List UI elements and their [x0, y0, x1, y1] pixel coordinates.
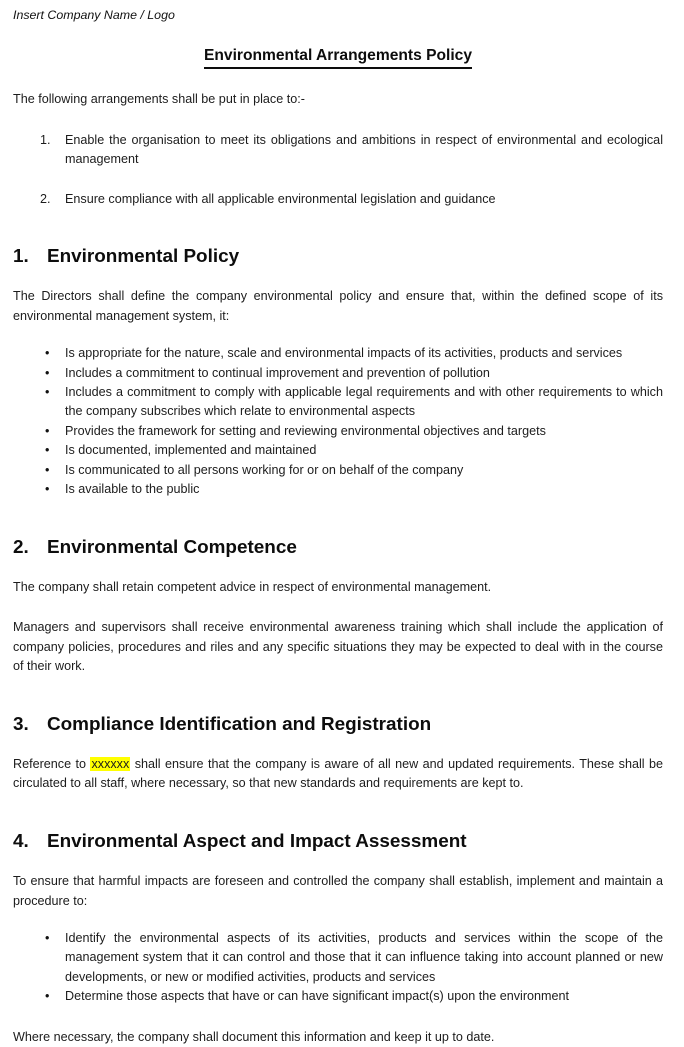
- bullet-text: • Determine those aspects that have or can have significant impact(s) upon the environment: [65, 989, 570, 1004]
- section-4-number: 4.: [13, 830, 29, 852]
- intro-lead: The following arrangements shall be put in place to:-: [13, 92, 305, 107]
- bullet-text: • Includes a commitment to continual improvement and prevention of pollution: [65, 365, 490, 380]
- section-2-number: 2.: [13, 536, 29, 558]
- bullet-text: • Is documented, implemented and maintained: [65, 443, 317, 458]
- intro-item-1-text: Enable the organisation to meet its obligations and ambitions in respect of environmental and ecological management: [65, 132, 663, 167]
- section-3-paragraph-prefix: Reference to: [13, 756, 91, 771]
- section-1-paragraph: The Directors shall define the company environmental policy and ensure that, within the defined scope of its environmental management system, it:: [13, 289, 663, 323]
- list-item: [13, 344, 663, 363]
- section-4-bullet-list: [13, 929, 663, 1007]
- section-1-heading: [13, 247, 663, 266]
- list-item: [13, 441, 663, 460]
- section-4-paragraph: To ensure that harmful impacts are foreseen and controlled the company shall establish, implement and maintain a procedure to:: [13, 874, 663, 908]
- section-2-paragraph-2: Managers and supervisors shall receive environmental awareness training which shall include the application of company policies, procedures and riles and any specific situations they may be expected to deal with in the course of their work.: [13, 620, 663, 674]
- bullet-text: • Includes a commitment to comply with applicable legal requirements and with other requirements to which the company subscribes which relate to environmental aspects: [65, 385, 663, 419]
- section-3-title: Compliance Identification and Registration: [47, 713, 432, 735]
- highlighted-placeholder: xxxxxx: [91, 756, 130, 771]
- bullet-text: • Identify the environmental aspects of its activities, products and services within the scope of the management system that it can control and those that it can influence taking into account planned or new developments, or new or modified activities, products and services: [65, 930, 663, 984]
- intro-item-2-text: Ensure compliance with all applicable environmental legislation and guidance: [65, 191, 496, 206]
- section-2-heading: [13, 538, 663, 557]
- list-item: [13, 461, 663, 480]
- section-1-number: 1.: [13, 246, 29, 268]
- section-3-paragraph-suffix: shall ensure that the company is aware of all new and updated requirements. These shall be circulated to all staff, where necessary, so that new standards and requirements are kept to.: [13, 756, 664, 791]
- list-item: [13, 987, 663, 1006]
- intro-numbered-list: [13, 131, 663, 209]
- section-3-heading: [13, 715, 663, 734]
- section-4-heading: [13, 832, 663, 851]
- list-item: [13, 383, 663, 422]
- section-2-paragraph-1: The company shall retain competent advice in respect of environmental management.: [13, 579, 492, 594]
- section-3-paragraph: [13, 755, 663, 794]
- intro-item-2-number: 2.: [40, 191, 51, 206]
- intro-item-1-number: 1.: [40, 132, 51, 147]
- list-item: [13, 364, 663, 383]
- intro-item-1: [13, 131, 663, 170]
- list-item: [13, 480, 663, 499]
- section-3-number: 3.: [13, 713, 29, 735]
- document-title: [13, 45, 663, 69]
- bullet-text: • Is appropriate for the nature, scale and environmental impacts of its activities, products and services: [65, 346, 623, 361]
- bullet-text: • Is available to the public: [65, 482, 200, 497]
- section-1-bullet-list: [13, 344, 663, 499]
- section-1-title: Environmental Policy: [47, 246, 240, 268]
- bullet-text: • Provides the framework for setting and reviewing environmental objectives and targets: [65, 423, 546, 438]
- section-4-closing-paragraph: Where necessary, the company shall document this information and keep it up to date.: [13, 1029, 495, 1044]
- bullet-text: • Is communicated to all persons working for or on behalf of the company: [65, 462, 464, 477]
- section-4-title: Environmental Aspect and Impact Assessment: [47, 830, 467, 852]
- company-name-placeholder: Insert Company Name / Logo: [13, 8, 175, 22]
- document-title-text: Environmental Arrangements Policy: [204, 45, 472, 69]
- list-item: [13, 929, 663, 987]
- section-2-title: Environmental Competence: [47, 536, 297, 558]
- intro-item-2: [13, 190, 663, 209]
- list-item: [13, 422, 663, 441]
